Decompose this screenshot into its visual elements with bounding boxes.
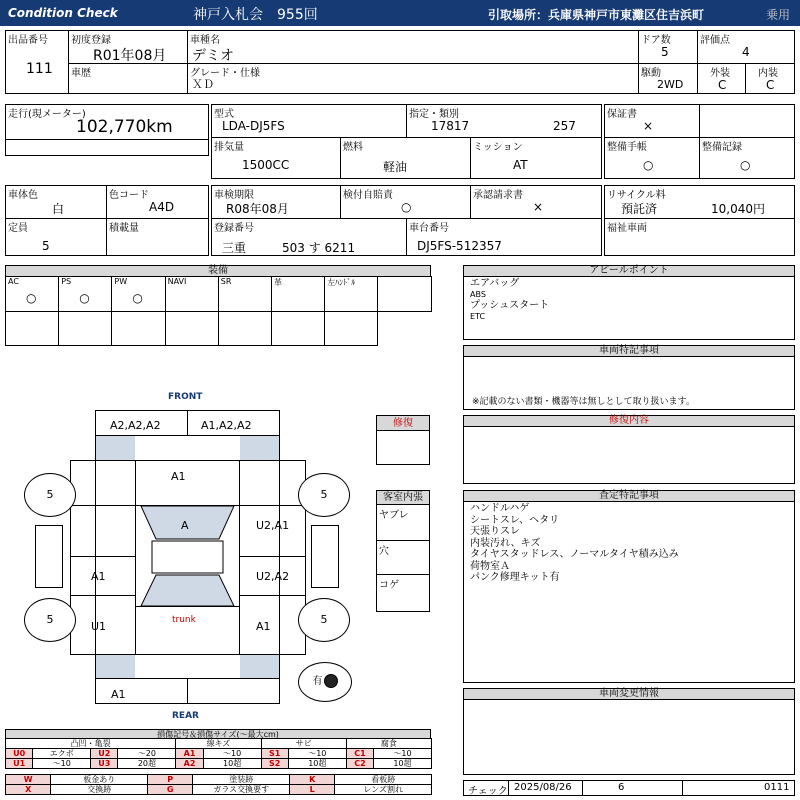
special-note: ※記載のない書類・機器等は無しとして取り扱います。	[472, 397, 695, 407]
first-reg-cell: 初度登録 R01年08月	[68, 30, 188, 64]
equip-value: ○	[79, 291, 90, 305]
right-rear-door-code: U2,A2	[256, 570, 290, 583]
rear-label: REAR	[172, 711, 199, 721]
panel-right-rear	[239, 595, 306, 655]
front-right-code: A1,A2,A2	[201, 419, 252, 432]
tire-rear-left: 5	[24, 598, 76, 642]
fuel-cell: 燃料 軽油	[340, 137, 471, 179]
interior-item: ヤブレ	[377, 505, 429, 541]
ccode-cell: 色コード A4D	[106, 185, 209, 219]
color-cell: 車体色 白	[5, 185, 107, 219]
legend-desc: 板金あり	[50, 774, 148, 785]
recycle-cell: リサイクル料 預託済 10,040円	[604, 185, 795, 219]
rear-bumper-code: A1	[111, 688, 126, 701]
equip-cell	[5, 276, 59, 312]
interior-item: コゲ	[379, 580, 399, 591]
legend-desc: 〜10	[32, 758, 91, 769]
inspect-cell: 車検期限 R08年08月	[211, 185, 341, 219]
panel-left-fender	[70, 460, 136, 506]
assess-line: 天張りスレ	[470, 526, 520, 537]
appeal-line: ETC	[470, 312, 486, 321]
legend-desc: 10超	[203, 758, 262, 769]
warranty-cell: 保証書 ×	[604, 104, 795, 138]
chassis-cell: 車台番号 DJ5FS-512357	[406, 218, 602, 256]
equip-label: NAVI	[167, 277, 187, 286]
lot-cell: 出品番号 111	[5, 30, 69, 94]
appeal-line: エアバッグ	[470, 278, 520, 289]
disp-cell: 排気量 1500CC	[211, 137, 341, 179]
legend-code: L	[289, 784, 335, 795]
spare-tire-icon	[324, 674, 338, 688]
legend-desc: 看板跡	[334, 774, 432, 785]
right-mirror	[311, 525, 339, 588]
front-left-code: A2,A2,A2	[110, 419, 161, 432]
assess-line: 荷物室Ａ	[470, 560, 510, 572]
panel-left-front-door	[70, 505, 136, 557]
repair-box-label: 修復	[377, 416, 429, 431]
load-cell: 積載量	[106, 218, 209, 256]
equip-cell-empty	[58, 311, 112, 346]
mileage-value: 102,770km	[76, 117, 173, 137]
history-cell: 車歴	[68, 63, 188, 94]
legend-desc: 〜10	[373, 748, 432, 759]
equip-cell	[111, 276, 165, 312]
spare-tire	[298, 662, 352, 702]
legend-code: U2	[90, 748, 118, 759]
tire-rear-right: 5	[298, 598, 350, 642]
equip-label: 革	[274, 278, 282, 287]
appeal-line: ABS	[470, 290, 486, 299]
plate-cell: 登録番号 三重 503 す 6211	[211, 218, 407, 256]
check-label: チェック	[468, 786, 508, 797]
legend-group: サビ	[261, 738, 347, 749]
mileage-cell: 走行(現メーター) 102,770km	[5, 104, 209, 156]
equip-cell	[218, 276, 272, 312]
equip-label: SR	[220, 277, 232, 286]
header-left-title: Condition Check	[8, 6, 118, 20]
legend-code: K	[289, 774, 335, 785]
header-bar	[0, 0, 800, 26]
assess-body	[463, 501, 795, 683]
cap-cell: 定員 5	[5, 218, 107, 256]
legend-desc: 〜20	[117, 748, 176, 759]
equip-cell	[271, 276, 325, 312]
panel-trunk	[135, 606, 240, 655]
panel-rear-bumper-right	[187, 678, 280, 704]
drive-cell: 駆動 2WD	[638, 63, 698, 94]
hood-code: A1	[171, 470, 186, 483]
assess-title: 査定特記事項	[463, 490, 795, 502]
equip-title: 装備	[5, 265, 431, 277]
equip-cell-empty	[271, 311, 325, 346]
special-body	[463, 356, 795, 410]
legend-code: X	[5, 784, 51, 795]
spec-cell: 指定・類別 17817 257	[406, 104, 602, 138]
repair-title: 修復内容	[463, 415, 795, 427]
equip-cell-empty	[165, 311, 219, 346]
repair-box	[376, 415, 430, 465]
front-label: FRONT	[168, 392, 203, 402]
right-rear-code: A1	[256, 620, 271, 633]
change-body	[463, 699, 795, 775]
lot-number: 111	[26, 61, 53, 77]
legend-group: 腐食	[346, 738, 432, 749]
header-category: 乗用	[766, 8, 791, 22]
manual-cell: 整備手帳 ○	[604, 137, 700, 179]
legend-desc: エクボ	[32, 748, 91, 759]
equip-cell	[165, 276, 219, 312]
legend-code: A1	[175, 748, 203, 759]
equip-value: ○	[132, 291, 143, 305]
trunk-label: trunk	[172, 615, 196, 625]
panel-right-fender	[239, 460, 306, 506]
trans-cell: ミッション AT	[470, 137, 602, 179]
legend-code: A2	[175, 758, 203, 769]
model-cell: 型式 LDA-DJ5FS	[211, 104, 407, 138]
legend-desc: 〜10	[288, 748, 347, 759]
record-cell: 整備記録 ○	[699, 137, 795, 179]
legend-code: U0	[5, 748, 33, 759]
legend-desc: 交換跡	[50, 784, 148, 795]
legend-code: C2	[346, 758, 374, 769]
legend-code: G	[147, 784, 193, 795]
assess-line: 内装汚れ、キズ	[470, 537, 541, 549]
grade-cell: グレード・仕様 ＸＤ	[187, 63, 639, 94]
legend-desc: ガラス交換要す	[192, 784, 290, 795]
legend-code: P	[147, 774, 193, 785]
check-row	[463, 780, 795, 796]
equip-cell	[377, 276, 431, 312]
legend-desc: 10超	[373, 758, 432, 769]
check-code: 0111	[764, 782, 790, 793]
spare-tire-label: 有	[312, 676, 323, 687]
legend-desc: レンズ割れ	[334, 784, 432, 795]
assess-line: ハンドルハゲ	[470, 503, 530, 514]
windshield-code: A	[181, 519, 189, 532]
score-cell: 評価点 4	[697, 30, 795, 64]
welfare-cell: 福祉車両	[604, 218, 795, 256]
panel-hood	[135, 460, 240, 506]
car-name-cell: 車種名 デミオ	[187, 30, 639, 64]
legend-group: 線キズ	[175, 738, 261, 749]
appeal-body	[463, 276, 795, 340]
doors-cell: ドア数 5	[638, 30, 698, 64]
assess-line: パンク修理キット有	[470, 572, 560, 583]
header-auction: 神戸入札会 955回	[193, 7, 318, 23]
equip-cell-empty	[324, 311, 378, 346]
legend-desc: 〜10	[203, 748, 262, 759]
legend-code: W	[5, 774, 51, 785]
panel-rear-bumper	[95, 678, 188, 704]
check-num: 6	[618, 782, 625, 793]
insur-cell: 検付自賠責 ○	[340, 185, 471, 219]
interior-box	[376, 490, 430, 612]
equip-cell-empty	[218, 311, 272, 346]
equip-label: 左ﾊﾝﾄﾞﾙ	[327, 278, 356, 287]
legend-code: S1	[261, 748, 289, 759]
equip-cell-empty	[111, 311, 165, 346]
assess-line: シートスレ、ヘタリ	[470, 514, 560, 526]
equip-value: ○	[26, 291, 37, 305]
legend-group: 凸凹・亀裂	[5, 738, 176, 749]
ext-cell: 外装 C	[697, 63, 746, 94]
special-title: 車両特記事項	[463, 345, 795, 357]
appeal-line: プッシュスタート	[470, 300, 550, 311]
legend-code: S2	[261, 758, 289, 769]
legend-desc: 塗装跡	[192, 774, 290, 785]
change-title: 車両変更情報	[463, 688, 795, 700]
assess-line: タイヤスタッドレス、ノーマルタイヤ積み込み	[470, 549, 679, 560]
legend-code: U1	[5, 758, 33, 769]
left-mirror	[35, 525, 63, 588]
int-cell: 内装 C	[745, 63, 795, 94]
tire-front-left: 5	[24, 473, 76, 517]
legend-desc: 10超	[288, 758, 347, 769]
header-pickup: 引取場所：兵庫県神戸市東灘区住吉浜町	[488, 8, 705, 22]
equip-cell	[324, 276, 378, 312]
interior-title: 客室内張	[377, 491, 429, 505]
equip-cell	[58, 276, 112, 312]
legend-desc: 20超	[117, 758, 176, 769]
legend-title: 損傷記号＆損傷サイズ(〜最大cm)	[5, 729, 431, 739]
equip-label: PW	[114, 277, 128, 286]
equip-label: PS	[61, 277, 72, 286]
check-date: 2025/08/26	[514, 782, 572, 793]
equip-cell-empty	[5, 311, 59, 346]
legend-code: C1	[346, 748, 374, 759]
tire-front-right: 5	[298, 473, 350, 517]
appeal-title: アピールポイント	[463, 265, 795, 277]
left-rear-code: U1	[91, 620, 107, 633]
left-front-door-code: A1	[91, 570, 106, 583]
equip-label: AC	[8, 277, 19, 286]
legend-code: U3	[90, 758, 118, 769]
claim-cell: 承認請求書 ×	[470, 185, 602, 219]
repair-body	[463, 426, 795, 484]
right-front-door-code: U2,A1	[256, 519, 290, 532]
interior-item: 穴	[377, 541, 429, 575]
